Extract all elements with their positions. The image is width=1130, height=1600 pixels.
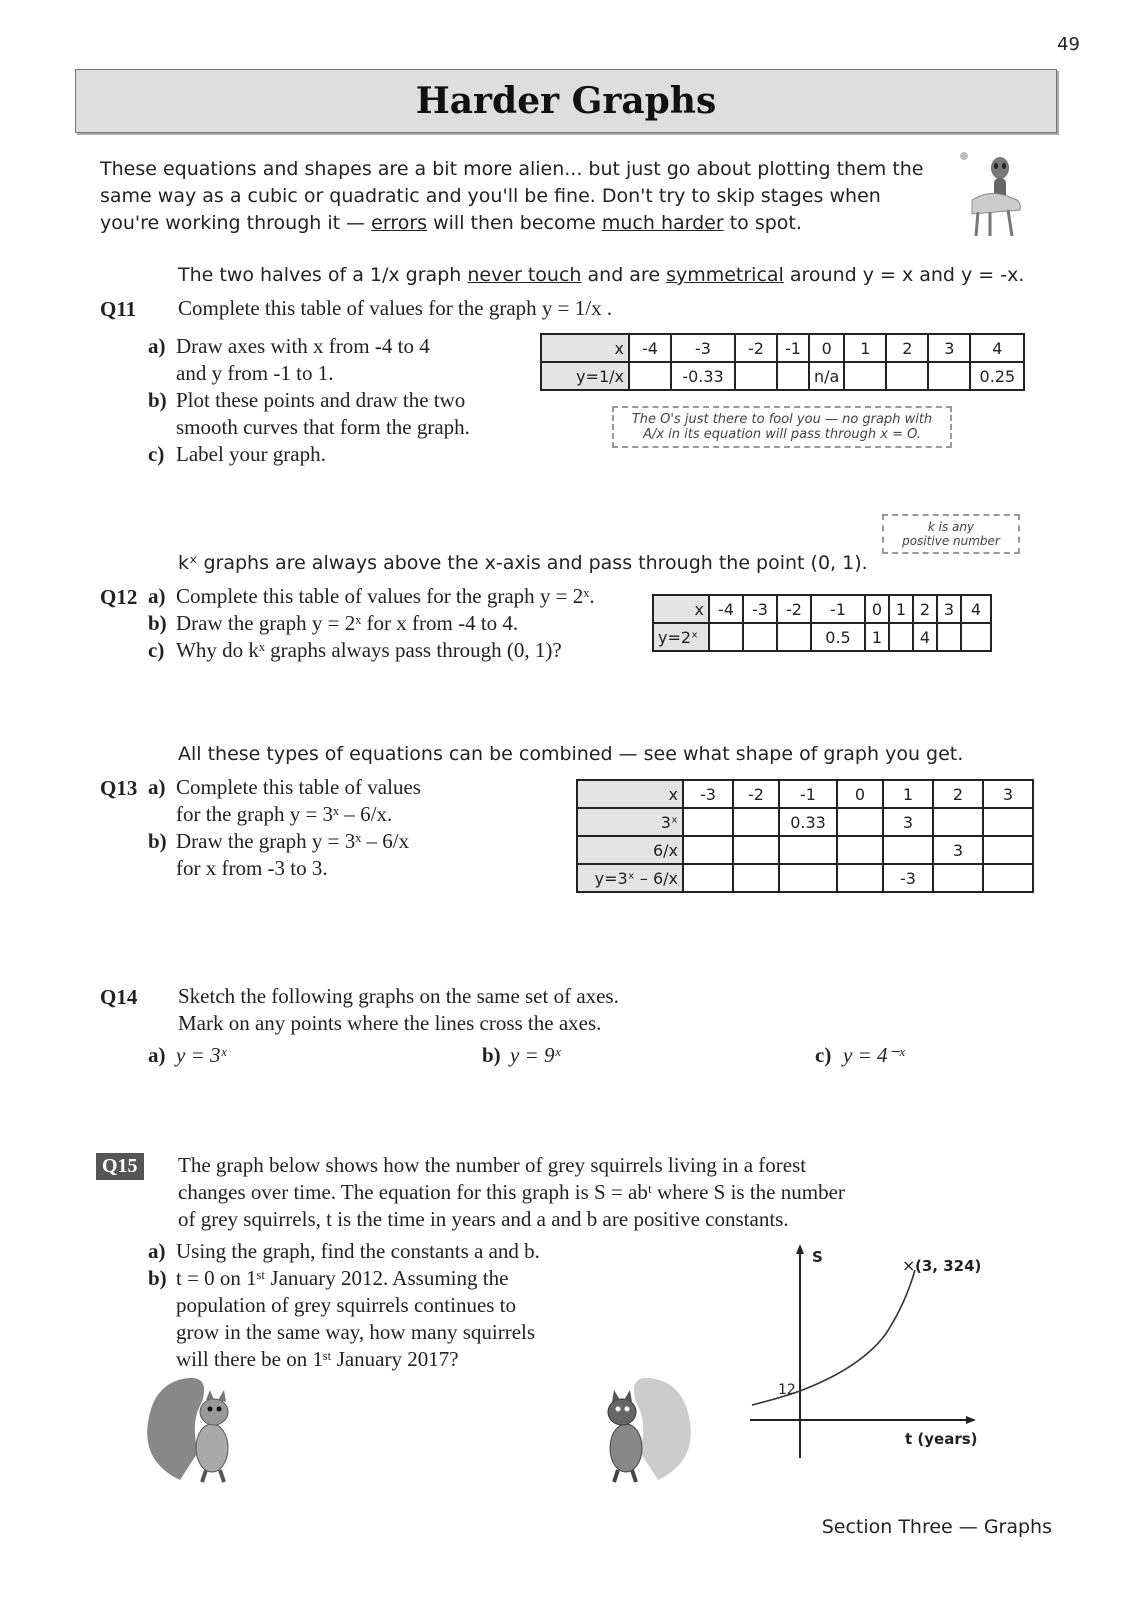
point-marker: ×: [902, 1256, 916, 1275]
table-row: y=2ˣ 0.5 1 4: [653, 623, 991, 651]
table-row: x -4 -3 -2 -1 0 1 2 3 4: [541, 334, 1024, 362]
x-axis-arrow: [966, 1416, 976, 1424]
table-row: y=3ˣ – 6/x -3: [577, 864, 1033, 892]
alien-on-camel-illustration: [950, 148, 1030, 240]
point-label: (3, 324): [915, 1257, 982, 1275]
q11-parts: a) Draw axes with x from -4 to 4 and y from -1 to 1. b) Plot these points and draw the two smooth curves that form the graph. c) Label your graph.: [148, 334, 470, 466]
intro-line-1: These equations and shapes are a bit more alien... but just go about plotting them the: [100, 158, 924, 180]
x-axis-label: t (years): [905, 1430, 978, 1448]
y-axis-label: S: [812, 1248, 823, 1266]
table-row: y=1/x -0.33 n/a 0.25: [541, 362, 1024, 390]
title-bar: [75, 69, 1057, 133]
q11-number: Q11: [100, 297, 137, 321]
q14-stem: Sketch the following graphs on the same set of axes. Mark on any points where the lines cross the axes.: [178, 984, 619, 1035]
intercept-label: 12: [778, 1382, 796, 1398]
page-number: 49: [1057, 34, 1080, 55]
intro-line-2: same way as a cubic or quadratic and you'll be fine. Don't try to skip stages when: [100, 185, 881, 207]
tip-combined-graphs: All these types of equations can be combined — see what shape of graph you get.: [178, 743, 964, 765]
q12-parts: a) Complete this table of values for the graph y = 2ˣ. b) Draw the graph y = 2ˣ for x from -4 to 4. c) Why do kˣ graphs always pass through (0, 1)?: [148, 584, 595, 662]
q13-parts: a) Complete this table of values for the graph y = 3ˣ – 6/x. b) Draw the graph y = 3ˣ – 6/x for x from -3 to 3.: [148, 775, 421, 880]
q12-values-table: [652, 594, 992, 652]
squirrel-illustration-right: [588, 1372, 698, 1484]
growth-curve: [752, 1270, 915, 1405]
q15-growth-graph: [740, 1240, 990, 1465]
intro-line-3: you're working through it — errors will then become much harder to spot.: [100, 212, 802, 234]
q15-parts: a) Using the graph, find the constants a and b. b) t = 0 on 1ˢᵗ January 2012. Assuming the population of grey squirrels continues to grow in the same way, how many squirrels will there be on 1ˢᵗ January 2017?: [148, 1239, 540, 1371]
squirrel-illustration-left: [140, 1372, 250, 1484]
q15-stem: The graph below shows how the number of grey squirrels living in a forest changes over time. The equation for this graph is S = abᵗ where S is the number of grey squirrels, t is the time in years and a and b are positive constants.: [178, 1153, 845, 1231]
page-footer: Section Three — Graphs: [821, 1516, 1052, 1538]
y-axis-arrow: [796, 1244, 804, 1254]
q12-number: Q12: [100, 585, 138, 609]
q13-values-table: [576, 779, 1034, 893]
q14-number: Q14: [100, 985, 138, 1009]
tip-exponential-graphs: kˣ graphs are always above the x-axis and pass through the point (0, 1).: [178, 552, 868, 574]
q13-number: Q13: [100, 776, 138, 800]
table-row: x -3 -2 -1 0 1 2 3: [577, 780, 1033, 808]
q15-number: Q15: [96, 1153, 144, 1180]
q11-hint-note: The O's just there to fool you — no graph with A/x in its equation will pass through x = O.: [612, 406, 952, 448]
table-row: 6/x 3: [577, 836, 1033, 864]
q14-part-b: b) y = 9ˣ: [482, 1043, 561, 1067]
k-positive-note: k is any positive number: [882, 514, 1020, 554]
q14-part-a: a) y = 3ˣ: [148, 1043, 227, 1067]
tip-reciprocal-graphs: The two halves of a 1/x graph never touch and are symmetrical around y = x and y = -x.: [178, 264, 1025, 286]
intro-text: [100, 156, 940, 237]
q14-part-c: c) y = 4⁻ˣ: [815, 1043, 905, 1067]
table-row: 3ˣ 0.33 3: [577, 808, 1033, 836]
q11-stem: Complete this table of values for the graph y = 1/x .: [178, 296, 613, 320]
table-row: x -4 -3 -2 -1 0 1 2 3 4: [653, 595, 991, 623]
q11-values-table: [540, 333, 1025, 391]
page-title: Harder Graphs: [415, 80, 717, 122]
